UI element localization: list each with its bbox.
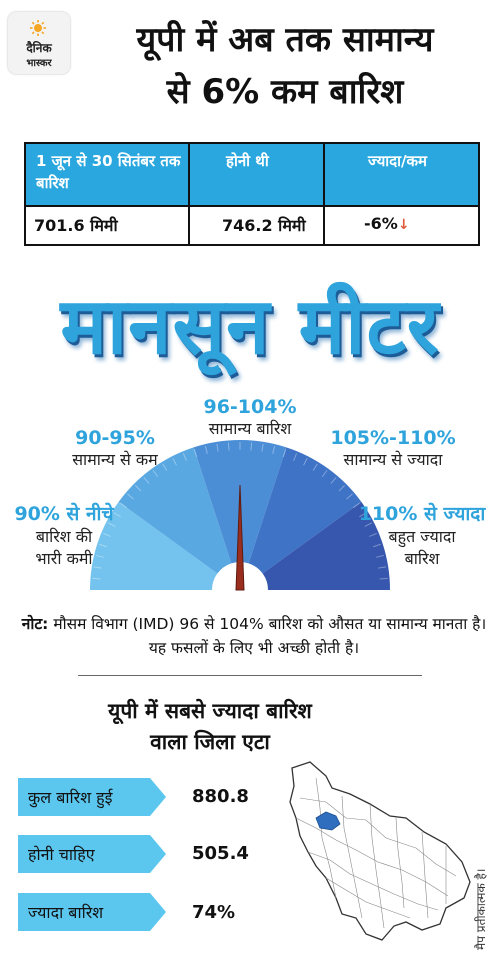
section-divider bbox=[78, 675, 422, 676]
range-label: 110% से ज्यादा bbox=[358, 503, 486, 525]
table-cell-difference bbox=[364, 214, 410, 233]
range-desc: बारिश की bbox=[35, 527, 93, 546]
stat-label: ज्यादा बारिश bbox=[28, 903, 104, 922]
note-text: मौसम विभाग (IMD) 96 से 104% बारिश को औसत या सामान्य मानता है। यह फसलों के लिए भी अच्छी होती है। bbox=[53, 615, 487, 657]
subhead-line2: वाला जिला एटा bbox=[150, 730, 270, 754]
headline-line1: यूपी में अब तक सामान्य bbox=[136, 20, 434, 60]
range-96-104 bbox=[180, 396, 320, 440]
gauge-tick bbox=[228, 442, 229, 450]
monsoon-meter-title: मानसून मीटर bbox=[60, 282, 440, 372]
stat-value-expected: 505.4 bbox=[192, 843, 249, 864]
table-divider bbox=[26, 205, 478, 207]
range-label: 96-104% bbox=[203, 396, 297, 418]
logo-line2: भास्कर bbox=[26, 58, 52, 69]
range-desc: भारी कमी bbox=[35, 549, 93, 568]
dainik-bhaskar-logo bbox=[8, 12, 70, 74]
gauge-tick bbox=[251, 442, 252, 450]
map-disclaimer: मैप प्रतीकात्मक है। bbox=[474, 868, 488, 950]
table-cell-expected: 746.2 मिमी bbox=[222, 216, 306, 235]
stat-tag-total bbox=[18, 778, 166, 816]
range-above-110 bbox=[352, 500, 492, 570]
range-desc: सामान्य बारिश bbox=[208, 419, 292, 438]
range-90-95 bbox=[60, 427, 170, 471]
sun-icon bbox=[30, 20, 46, 36]
headline-line2: से 6% कम बारिश bbox=[166, 72, 404, 112]
stat-tag-expected bbox=[18, 835, 166, 873]
note-label: नोट: bbox=[21, 615, 49, 633]
gauge-tick bbox=[380, 578, 388, 579]
rainfall-table bbox=[24, 142, 480, 246]
subhead-line1: यूपी में सबसे ज्यादा बारिश bbox=[108, 699, 312, 723]
range-105-110 bbox=[318, 427, 468, 471]
table-header-difference: ज्यादा/कम bbox=[368, 152, 427, 170]
table-header-expected: होनी थी bbox=[226, 152, 269, 170]
range-label: 90% से नीचे bbox=[14, 503, 114, 525]
range-label: 90-95% bbox=[75, 427, 155, 449]
stat-tag-excess bbox=[18, 893, 166, 931]
logo-line1: दैनिक bbox=[26, 41, 52, 55]
range-desc: बारिश bbox=[404, 549, 440, 568]
table-divider bbox=[323, 144, 325, 244]
range-label: 105%-110% bbox=[330, 427, 456, 449]
up-state-outline bbox=[290, 762, 470, 940]
range-desc: बहुत ज्यादा bbox=[388, 527, 456, 546]
table-divider bbox=[188, 144, 190, 244]
up-district-map bbox=[286, 758, 476, 948]
gauge-tick bbox=[92, 578, 100, 579]
range-desc: सामान्य से कम bbox=[72, 450, 158, 469]
stat-label: कुल बारिश हुई bbox=[28, 788, 113, 807]
difference-value: -6% bbox=[364, 214, 398, 233]
stat-value-total: 880.8 bbox=[192, 786, 249, 807]
top-district-heading bbox=[60, 696, 360, 758]
stat-label: होनी चाहिए bbox=[28, 845, 95, 864]
range-desc: सामान्य से ज्यादा bbox=[343, 450, 443, 469]
stat-value-excess: 74% bbox=[192, 902, 236, 923]
imd-note bbox=[14, 612, 494, 660]
down-arrow-icon: ↓ bbox=[397, 217, 410, 233]
table-header-period: 1 जून से 30 सितंबर तक बारिश bbox=[36, 152, 181, 192]
table-cell-actual: 701.6 मिमी bbox=[34, 216, 118, 235]
range-below-90 bbox=[8, 500, 120, 570]
headline bbox=[78, 14, 492, 118]
